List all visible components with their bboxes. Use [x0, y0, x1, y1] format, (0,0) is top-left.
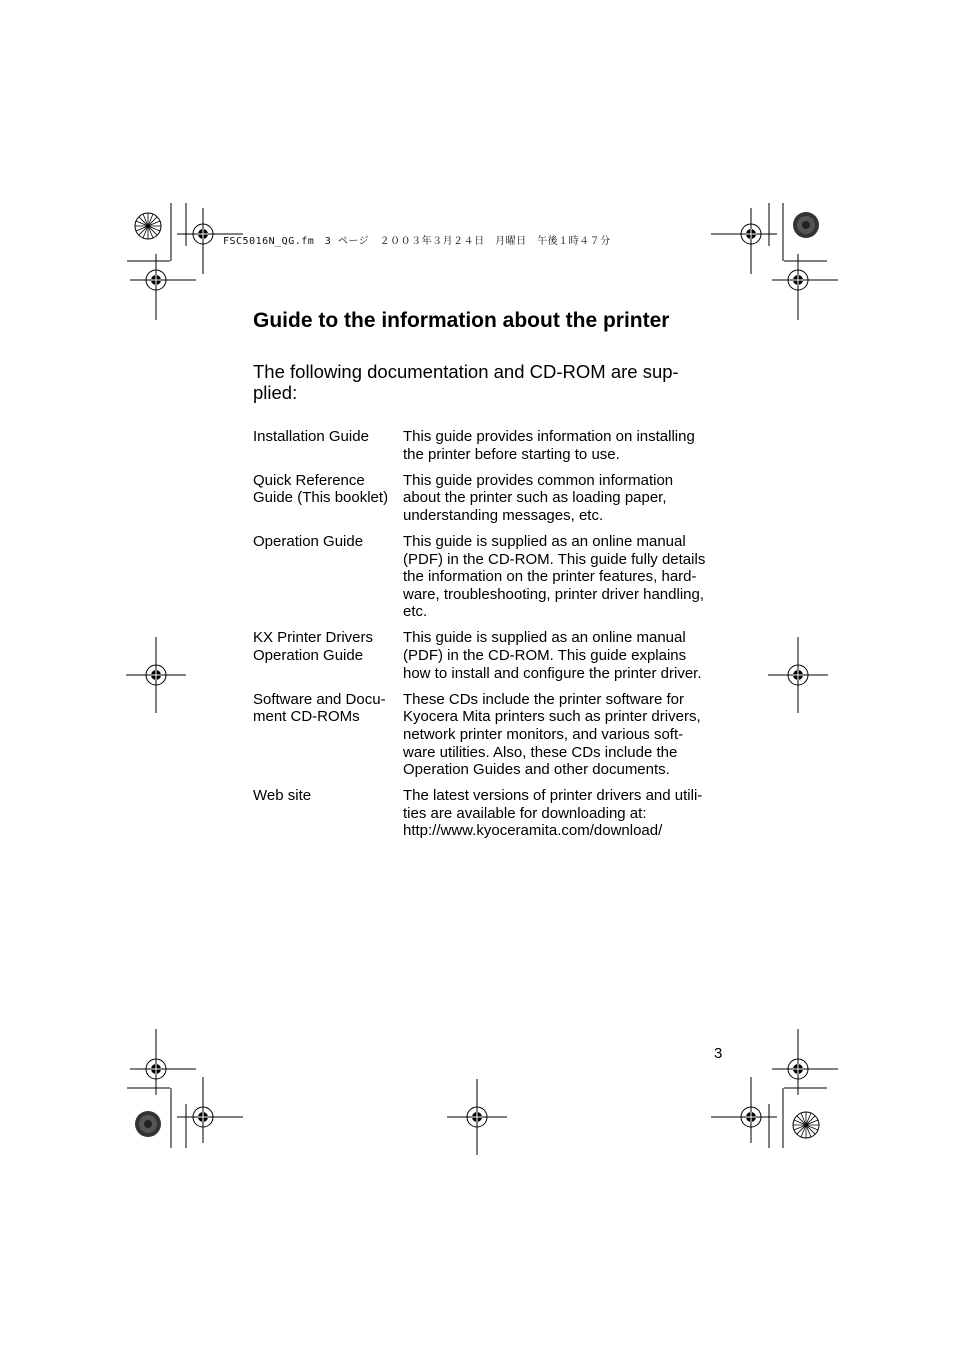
document-description: These CDs include the printer software for Kyocera Mita printers such as printer drivers, network printer monitors, and various soft- ware utilities. Also, these CDs include the Operation Guides and other documents.: [403, 690, 701, 779]
table-row: [253, 787, 733, 848]
table-row: [253, 428, 733, 472]
page-number: 3: [714, 1045, 723, 1062]
intro-text: The following documentation and CD-ROM are sup- plied:: [253, 361, 679, 403]
document-name: Installation Guide: [253, 428, 369, 445]
table-row: [253, 629, 733, 690]
table-row: [253, 691, 733, 787]
document-name: Web site: [253, 787, 312, 805]
document-description: This guide provides common information about the printer such as loading paper, understanding messages, etc.: [403, 471, 674, 524]
document-description: This guide is supplied as an online manual (PDF) in the CD-ROM. This guide explains how to install and configure the printer driver.: [403, 629, 702, 682]
document-description: This guide is supplied as an online manual (PDF) in the CD-ROM. This guide fully details the information on the printer features, hard- ware, troubleshooting, printer driver handling, etc.: [403, 532, 706, 621]
document-description: The latest versions of printer drivers and utili- ties are available for downloading at: http://www.kyoceramita.com/download/: [403, 787, 703, 840]
page-title: Guide to the information about the printer: [253, 309, 670, 332]
file-info-header: FSC5016N_QG.fm 3 ページ ２００３年３月２４日 月曜日 午後１時４７分: [223, 236, 611, 247]
documentation-table: [253, 428, 733, 848]
document-name: KX Printer Drivers Operation Guide: [253, 629, 374, 665]
table-row: [253, 533, 733, 629]
intro-paragraph: [253, 361, 713, 403]
document-name: Quick Reference Guide (This booklet): [253, 471, 389, 507]
document-name: Operation Guide: [253, 532, 364, 550]
table-row: [253, 472, 733, 533]
document-name: Software and Docu- ment CD-ROMs: [253, 690, 386, 726]
document-description: This guide provides information on installing the printer before starting to use.: [403, 428, 695, 463]
